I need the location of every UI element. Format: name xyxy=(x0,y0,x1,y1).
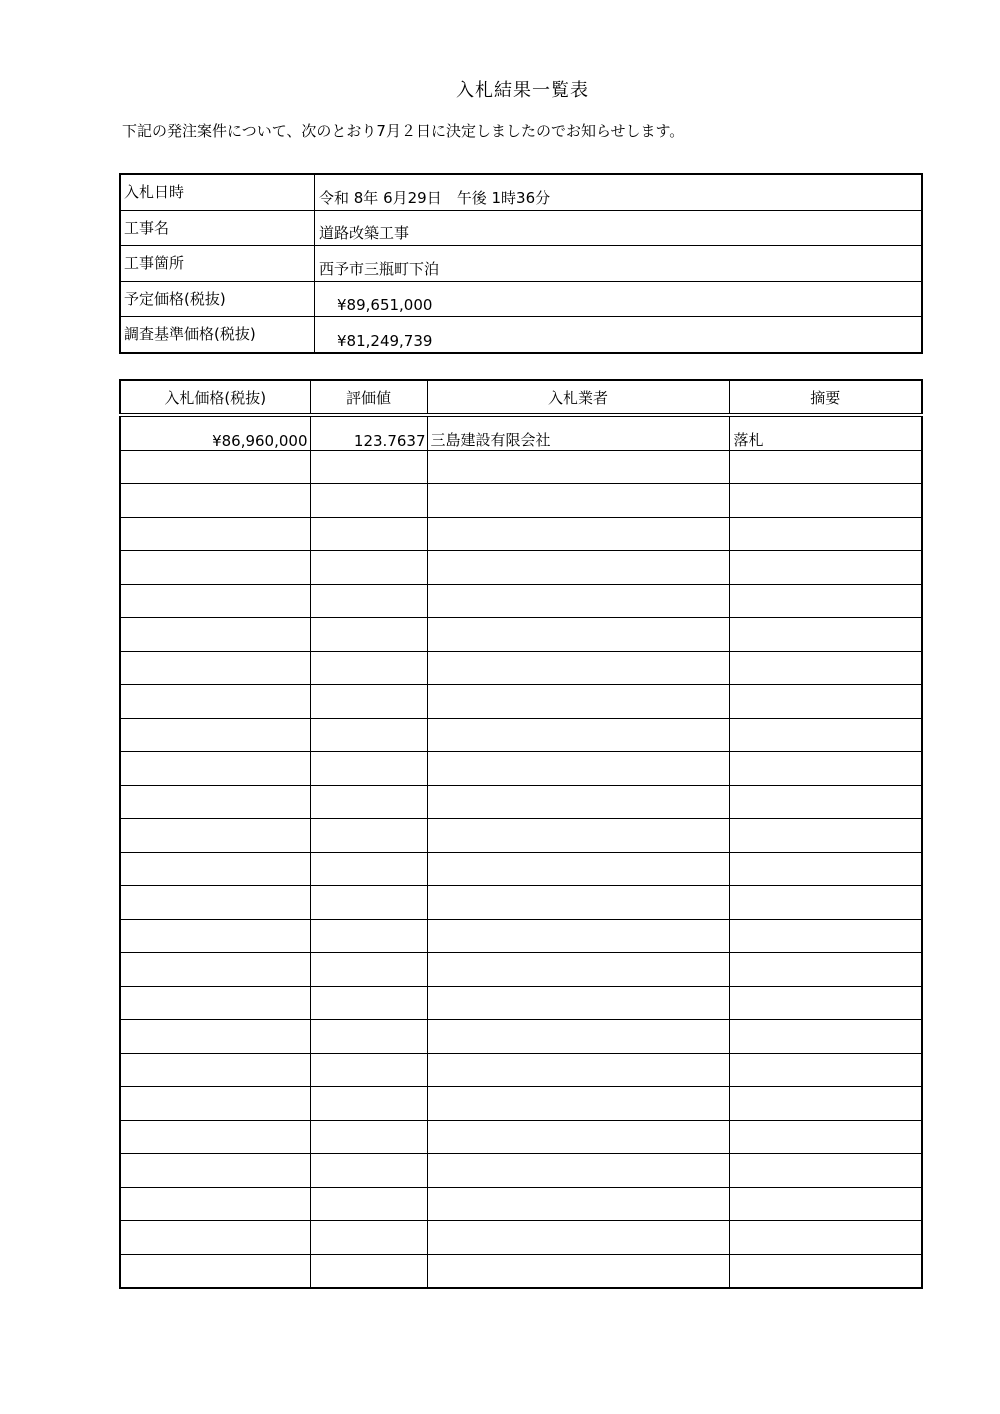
bidder-cell xyxy=(427,986,729,1020)
bid-price-cell xyxy=(120,752,310,786)
table-row xyxy=(120,819,922,853)
note-cell xyxy=(729,1053,922,1087)
table-row xyxy=(120,886,922,920)
note-cell xyxy=(729,1187,922,1221)
note-cell xyxy=(729,886,922,920)
note-cell xyxy=(729,551,922,585)
info-value: ¥81,249,739 xyxy=(315,317,923,353)
bid-price-cell xyxy=(120,584,310,618)
bidder-cell xyxy=(427,752,729,786)
table-row xyxy=(120,1053,922,1087)
bid-price-cell xyxy=(120,819,310,853)
info-value: 西予市三瓶町下泊 xyxy=(315,246,923,282)
bid-price-cell xyxy=(120,1020,310,1054)
bid-price-cell xyxy=(120,1187,310,1221)
score-cell xyxy=(310,551,427,585)
bid-price-cell xyxy=(120,517,310,551)
score-cell xyxy=(310,986,427,1020)
bidder-cell xyxy=(427,1120,729,1154)
note-cell xyxy=(729,618,922,652)
header-score: 評価値 xyxy=(310,380,427,415)
info-key: 工事箇所 xyxy=(120,246,315,282)
bidder-cell xyxy=(427,919,729,953)
table-row xyxy=(120,618,922,652)
score-cell xyxy=(310,919,427,953)
info-value: ¥89,651,000 xyxy=(315,281,923,317)
page-title: 入札結果一覧表 xyxy=(456,80,589,101)
score-cell xyxy=(310,685,427,719)
table-row xyxy=(120,1087,922,1121)
note-cell xyxy=(729,1154,922,1188)
bid-price-cell xyxy=(120,618,310,652)
note-cell xyxy=(729,1254,922,1288)
info-row-datetime xyxy=(120,174,922,210)
note-cell xyxy=(729,785,922,819)
table-row xyxy=(120,1187,922,1221)
info-value: 令和 8年 6月29日 午後 1時36分 xyxy=(315,174,923,210)
bidder-cell xyxy=(427,1221,729,1255)
note-cell xyxy=(729,752,922,786)
score-cell xyxy=(310,1221,427,1255)
bidder-cell xyxy=(427,484,729,518)
bidder-cell xyxy=(427,450,729,484)
table-row xyxy=(120,415,922,450)
bidder-cell xyxy=(427,1020,729,1054)
score-cell xyxy=(310,886,427,920)
bidder-cell xyxy=(427,1254,729,1288)
info-row-location xyxy=(120,246,922,282)
score-cell xyxy=(310,1154,427,1188)
score-cell xyxy=(310,953,427,987)
bid-price-cell xyxy=(120,1221,310,1255)
table-row xyxy=(120,584,922,618)
bidder-cell xyxy=(427,852,729,886)
bid-price-cell xyxy=(120,986,310,1020)
table-row xyxy=(120,1221,922,1255)
score-cell xyxy=(310,618,427,652)
bid-price-cell xyxy=(120,1053,310,1087)
bid-price-cell xyxy=(120,651,310,685)
bid-price-cell xyxy=(120,1154,310,1188)
notice-text: 下記の発注案件について、次のとおり7月２日に決定しましたのでお知らせします。 xyxy=(122,122,685,140)
bidder-cell xyxy=(427,618,729,652)
table-row xyxy=(120,953,922,987)
bidder-cell xyxy=(427,517,729,551)
results-header-row xyxy=(120,380,922,415)
score-cell xyxy=(310,1187,427,1221)
bidder-cell xyxy=(427,1187,729,1221)
bid-price-cell: ¥86,960,000 xyxy=(120,415,310,450)
bid-price-cell xyxy=(120,718,310,752)
score-cell xyxy=(310,785,427,819)
bid-results-table xyxy=(119,379,923,1289)
bid-price-cell xyxy=(120,1087,310,1121)
table-row xyxy=(120,685,922,719)
score-cell xyxy=(310,584,427,618)
note-cell xyxy=(729,1087,922,1121)
table-row xyxy=(120,785,922,819)
score-cell xyxy=(310,1120,427,1154)
info-row-project-name xyxy=(120,210,922,246)
table-row xyxy=(120,450,922,484)
bid-price-cell xyxy=(120,1254,310,1288)
score-cell xyxy=(310,484,427,518)
bid-price-cell xyxy=(120,450,310,484)
bidder-cell xyxy=(427,785,729,819)
note-cell: 落札 xyxy=(729,415,922,450)
table-row xyxy=(120,718,922,752)
score-cell xyxy=(310,819,427,853)
bidder-cell xyxy=(427,551,729,585)
note-cell xyxy=(729,1020,922,1054)
table-row xyxy=(120,651,922,685)
score-cell xyxy=(310,1087,427,1121)
bidder-cell xyxy=(427,819,729,853)
table-row xyxy=(120,1254,922,1288)
header-bidder: 入札業者 xyxy=(427,380,729,415)
note-cell xyxy=(729,953,922,987)
info-key: 予定価格(税抜) xyxy=(120,281,315,317)
table-row xyxy=(120,1154,922,1188)
bidder-cell xyxy=(427,1053,729,1087)
info-row-base-price xyxy=(120,317,922,353)
score-cell xyxy=(310,752,427,786)
bid-price-cell xyxy=(120,484,310,518)
table-row xyxy=(120,852,922,886)
table-row xyxy=(120,517,922,551)
score-cell xyxy=(310,450,427,484)
header-bid-price: 入札価格(税抜) xyxy=(120,380,310,415)
bidder-cell xyxy=(427,584,729,618)
info-value: 道路改築工事 xyxy=(315,210,923,246)
score-cell xyxy=(310,651,427,685)
note-cell xyxy=(729,1120,922,1154)
note-cell xyxy=(729,919,922,953)
note-cell xyxy=(729,651,922,685)
bidder-cell xyxy=(427,718,729,752)
table-row xyxy=(120,986,922,1020)
bidder-cell xyxy=(427,1087,729,1121)
bidder-cell xyxy=(427,886,729,920)
table-row xyxy=(120,1120,922,1154)
score-cell: 123.7637 xyxy=(310,415,427,450)
table-row xyxy=(120,919,922,953)
table-row xyxy=(120,1020,922,1054)
bid-price-cell xyxy=(120,685,310,719)
bid-price-cell xyxy=(120,852,310,886)
info-key: 調査基準価格(税抜) xyxy=(120,317,315,353)
bidder-cell xyxy=(427,1154,729,1188)
note-cell xyxy=(729,685,922,719)
header-note: 摘要 xyxy=(729,380,922,415)
note-cell xyxy=(729,852,922,886)
note-cell xyxy=(729,517,922,551)
bidder-cell: 三島建設有限会社 xyxy=(427,415,729,450)
bid-price-cell xyxy=(120,886,310,920)
score-cell xyxy=(310,1020,427,1054)
info-row-estimated-price xyxy=(120,281,922,317)
bidder-cell xyxy=(427,651,729,685)
score-cell xyxy=(310,852,427,886)
info-key: 入札日時 xyxy=(120,174,315,210)
table-row xyxy=(120,484,922,518)
results-body xyxy=(120,415,922,1288)
note-cell xyxy=(729,1221,922,1255)
score-cell xyxy=(310,517,427,551)
bid-price-cell xyxy=(120,919,310,953)
bid-price-cell xyxy=(120,785,310,819)
note-cell xyxy=(729,819,922,853)
info-key: 工事名 xyxy=(120,210,315,246)
table-row xyxy=(120,551,922,585)
note-cell xyxy=(729,584,922,618)
score-cell xyxy=(310,1254,427,1288)
bid-price-cell xyxy=(120,953,310,987)
score-cell xyxy=(310,1053,427,1087)
bidder-cell xyxy=(427,953,729,987)
note-cell xyxy=(729,450,922,484)
bid-info-table xyxy=(119,173,923,354)
note-cell xyxy=(729,986,922,1020)
bid-price-cell xyxy=(120,1120,310,1154)
note-cell xyxy=(729,718,922,752)
note-cell xyxy=(729,484,922,518)
table-row xyxy=(120,752,922,786)
score-cell xyxy=(310,718,427,752)
bidder-cell xyxy=(427,685,729,719)
bid-price-cell xyxy=(120,551,310,585)
